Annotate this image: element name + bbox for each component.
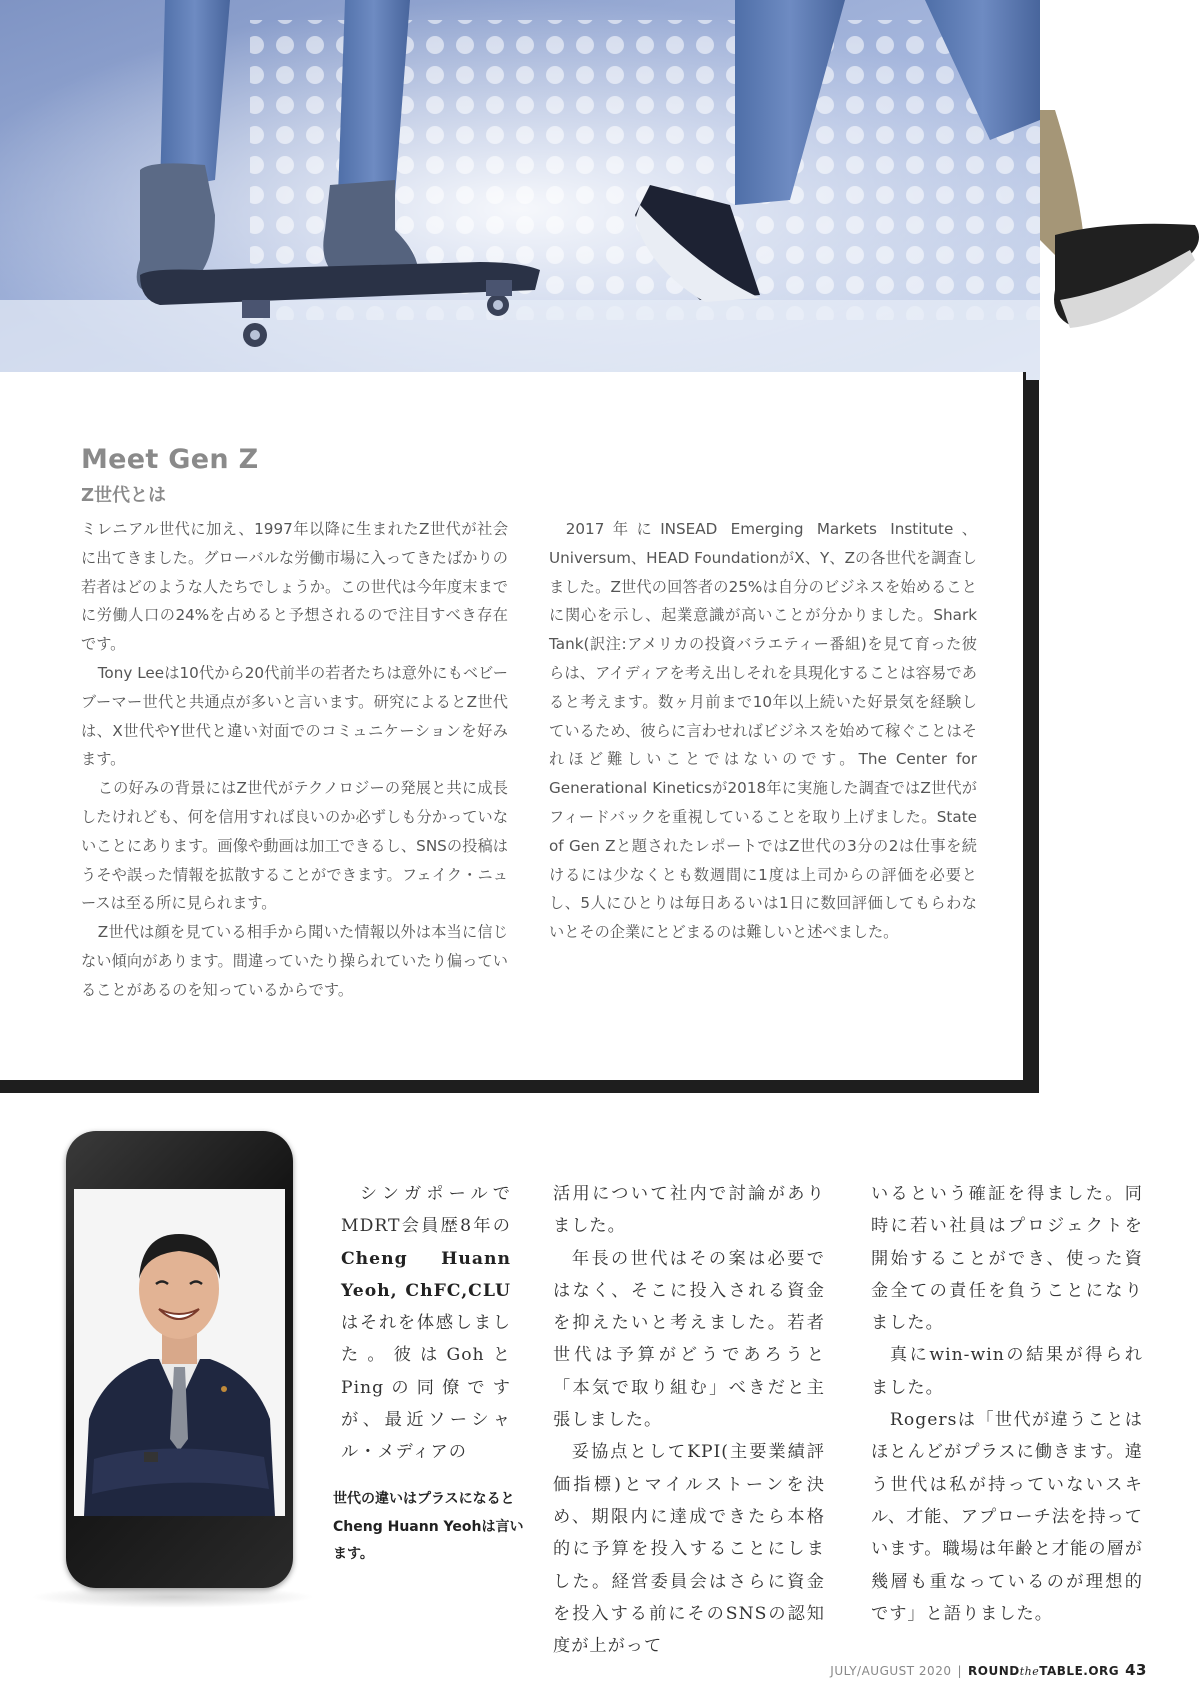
site-name-part: ROUND: [968, 1664, 1020, 1678]
footer-separator: |: [957, 1664, 963, 1678]
paragraph: [341, 1178, 511, 1469]
photo-caption: 世代の違いはプラスになるとCheng Huann Yeohは言います。: [333, 1491, 524, 1562]
paragraph: いるという確証を得ました。同時に若い社員はプロジェクトを開始することができ、使った資金全ての責任を負うことになりました。: [871, 1184, 1143, 1334]
page-footer: [830, 1661, 1147, 1679]
site-name-part: the: [1019, 1665, 1040, 1678]
portrait-photo: [74, 1189, 285, 1516]
paragraph: 2017年にINSEAD Emerging Markets Institute、Universum、HEAD FoundationがX、Y、Zの各世代を調査しました。Z世代の回答者の25%は自分のビジネスを始めることに関心を示し、起業意識が高いことが分かりました。Shark Tank(訳注:アメリカの投資バラエティー番組)を見て育った彼らは、アイディアを考え出しそれを具現化することは容易であると考えます。数ヶ月前まで10年以上続いた好景気を経験しているため、彼らに言わせればビジネスを始めて稼ぐことはそれほど難しいことではないのです。The Center for Generational Kineticsが2018年に実施した調査ではZ世代がフィードバックを重視していることを取り上げました。State of Gen Zと題されたレポートではZ世代の3分の2は仕事を続けるには少なくとも数週間に1度は上司からの評価を必要とし、5人にひとりは毎日あるいは1日に数回評価してもらわないとその企業にとどまるのは難しいと述べました。: [549, 520, 977, 942]
page-number: 43: [1125, 1661, 1147, 1679]
paragraph: 妥協点としてKPI(主要業績評価指標)とマイルストーンを決め、期限内に達成できたら本格的に予算を投入することにしました。経営委員会はさらに資金を投入する前にそのSNSの認知度が上がって: [553, 1442, 825, 1657]
box-column-left: [81, 515, 508, 1005]
issue-date: JULY/AUGUST 2020: [830, 1664, 952, 1678]
paragraph: 活用について社内で討論がありました。: [553, 1184, 825, 1237]
paragraph: Tony Leeは10代から20代前半の若者たちは意外にもベビーブーマー世代と共通点が多いと言います。研究によるとZ世代は、X世代やY世代と違い対面でのコミュニケーションを好みます。: [81, 663, 508, 769]
phone-shadow: [30, 1586, 315, 1608]
person-name: Cheng Huann Yeoh, ChFC,CLU: [341, 1248, 511, 1301]
paragraph: Z世代は顔を見ている相手から聞いた情報以外は本当に信じない傾向があります。間違っていたり操られていたり偏っていることがあるのを知っているからです。: [81, 923, 508, 999]
phone-image: [66, 1131, 293, 1588]
article-column-3: [871, 1178, 1143, 1630]
paragraph: 年長の世代はその案は必要ではなく、そこに投入される資金を抑えたいと考えました。若者世代は予算がどうであろうと「本気で取り組む」べきだと主張しました。: [553, 1248, 825, 1431]
box-column-right: [549, 515, 977, 947]
box-title: Meet Gen Z: [81, 444, 259, 475]
hero-illustration: [0, 0, 1200, 380]
article-column-1: [341, 1178, 511, 1469]
box-subtitle: Z世代とは: [81, 485, 167, 506]
text-run: シンガポールでMDRT会員歴8年の: [341, 1184, 511, 1237]
site-name-part: TABLE.ORG: [1039, 1664, 1120, 1678]
paragraph: ミレニアル世代に加え、1997年以降に生まれたZ世代が社会に出てきました。グローバルな労働市場に入ってきたばかりの若者はどのような人たちでしょうか。この世代は今年度末までに労働人口の24%を占めると予想されるので注目すべき存在です。: [81, 520, 508, 654]
paragraph: この好みの背景にはZ世代がテクノロジーの発展と共に成長したけれども、何を信用すれば良いのか必ずしも分かっていないことにあります。画像や動画は加工できるし、SNSの投稿はうそや誤った情報を拡散することができます。フェイク・ニュースは至る所に見られます。: [81, 779, 508, 913]
article-column-2: [553, 1178, 825, 1662]
text-run: はそれを体感しました。彼はGohとPingの同僚ですが、最近ソーシャル・メディアの: [341, 1313, 511, 1463]
paragraph: 真にwin-winの結果が得られました。: [871, 1345, 1143, 1398]
paragraph: Rogersは「世代が違うことはほとんどがプラスに働きます。違う世代は私が持っていないスキル、才能、アプローチ法を持っています。職場は年齢と才能の層が幾層も重なっているのが理想的です」と語りました。: [871, 1410, 1143, 1624]
site-name: [968, 1664, 1119, 1678]
